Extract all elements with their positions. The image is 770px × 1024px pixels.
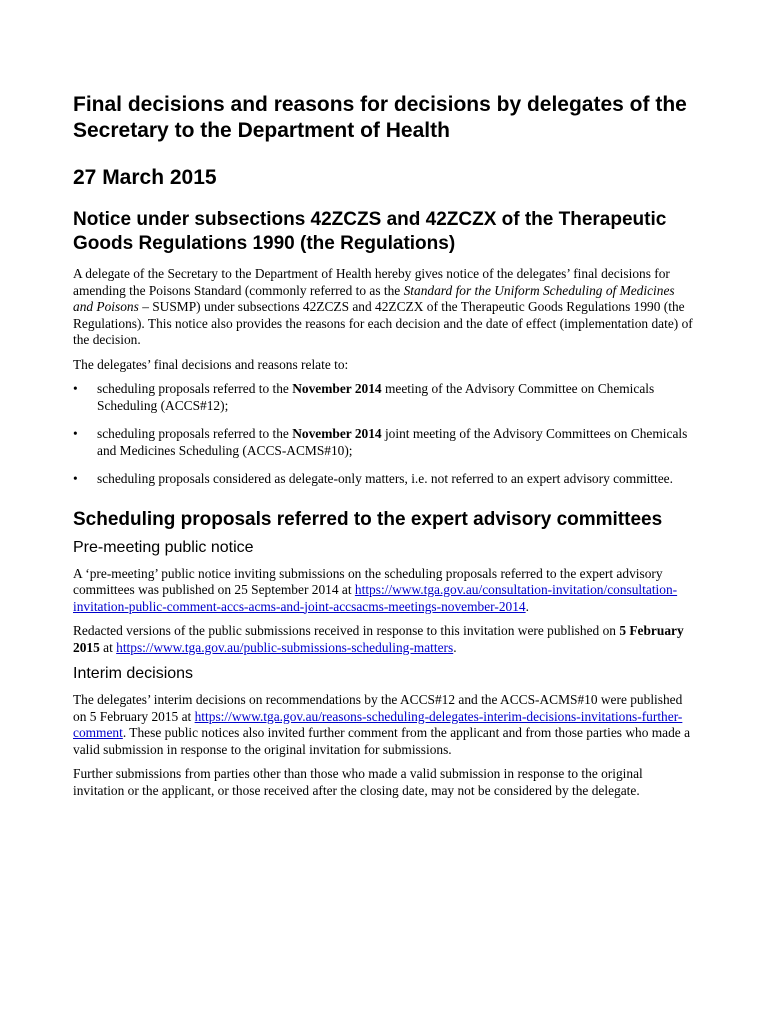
susmp-title: Standard for the Uniform Scheduling of Medicines and Poisons [73,282,675,314]
bullet-icon: • [73,426,78,441]
interim-paragraph-2: Further submissions from parties other than those who made a valid submission in response to the original invitation or the applicant, or those received after the closing date, may not be considered by the delegate. [73,766,643,798]
decisions-list [73,381,697,488]
document-title: Final decisions and reasons for decisions by delegates of the Secretary to the Department of Health [73,93,687,142]
public-submissions-link[interactable]: https://www.tga.gov.au/public-submissions-scheduling-matters [116,639,454,655]
interim-decisions-link[interactable]: https://www.tga.gov.au/reasons-scheduling-delegates-interim-decisions-invitations-further-comment [73,708,683,740]
consultation-link[interactable]: https://www.tga.gov.au/consultation-invitation/consultation-invitation-public-comment-accs-acms-and-joint-accsacms-meetings-november-2014 [73,582,678,614]
premeeting-paragraph-2: Redacted versions of the public submissions received in response to this invitation were published on 5 February 2015 at https://www.tga.gov.au/public-submissions-scheduling-matters. [73,623,684,655]
list-item: • scheduling proposals considered as delegate-only matters, i.e. not referred to an expert advisory committee. [73,471,673,486]
bullet-icon: • [73,471,78,486]
premeeting-heading: Pre-meeting public notice [73,538,254,556]
interim-paragraph-1: The delegates’ interim decisions on recommendations by the ACCS#12 and the ACCS-ACMS#10 were published on 5 February 2015 at https://www.tga.gov.au/reasons-scheduling-delegates-interim-decisions-invitations-further-comment. These public notices also invited further comment from the applicant and from those parties who made a valid submission in response to the original invitation for submissions. [73,692,691,757]
intro-paragraph: A delegate of the Secretary to the Department of Health hereby gives notice of the delegates’ final decisions for amending the Poisons Standard (commonly referred to as the Standard for the Uniform Scheduling of Medicines and Poisons – SUSMP) under subsections 42ZCZS and 42ZCZX of the Therapeutic Goods Regulations 1990 (the Regulations). This notice also provides the reasons for each decision and the date of effect (implementation date) of the decision. [73,266,693,347]
interim-heading: Interim decisions [73,665,194,682]
premeeting-paragraph-1: A ‘pre-meeting’ public notice inviting submissions on the scheduling proposals referred to the expert advisory committees was published on 25 September 2014 at https://www.tga.gov.au/consultation-invitation/consultation-invitation-public-comment-accs-acms-and-joint-accsacms-meetings-november-2014. [73,565,678,614]
section-heading: Scheduling proposals referred to the expert advisory committees [73,508,663,530]
bullet-icon: • [73,381,78,396]
notice-heading: Notice under subsections 42ZCZS and 42ZCZX of the Therapeutic Goods Regulations 1990 (the Regulations) [73,209,667,254]
list-item: • scheduling proposals referred to the November 2014 joint meeting of the Advisory Committees on Chemicals and Medicines Scheduling (ACCS-ACMS#10); [73,426,688,458]
relate-to-paragraph: The delegates’ final decisions and reasons relate to: [73,356,349,372]
list-item: • scheduling proposals referred to the November 2014 meeting of the Advisory Committee on Chemicals Scheduling (ACCS#12); [73,381,655,413]
document-date: 27 March 2015 [73,166,217,189]
